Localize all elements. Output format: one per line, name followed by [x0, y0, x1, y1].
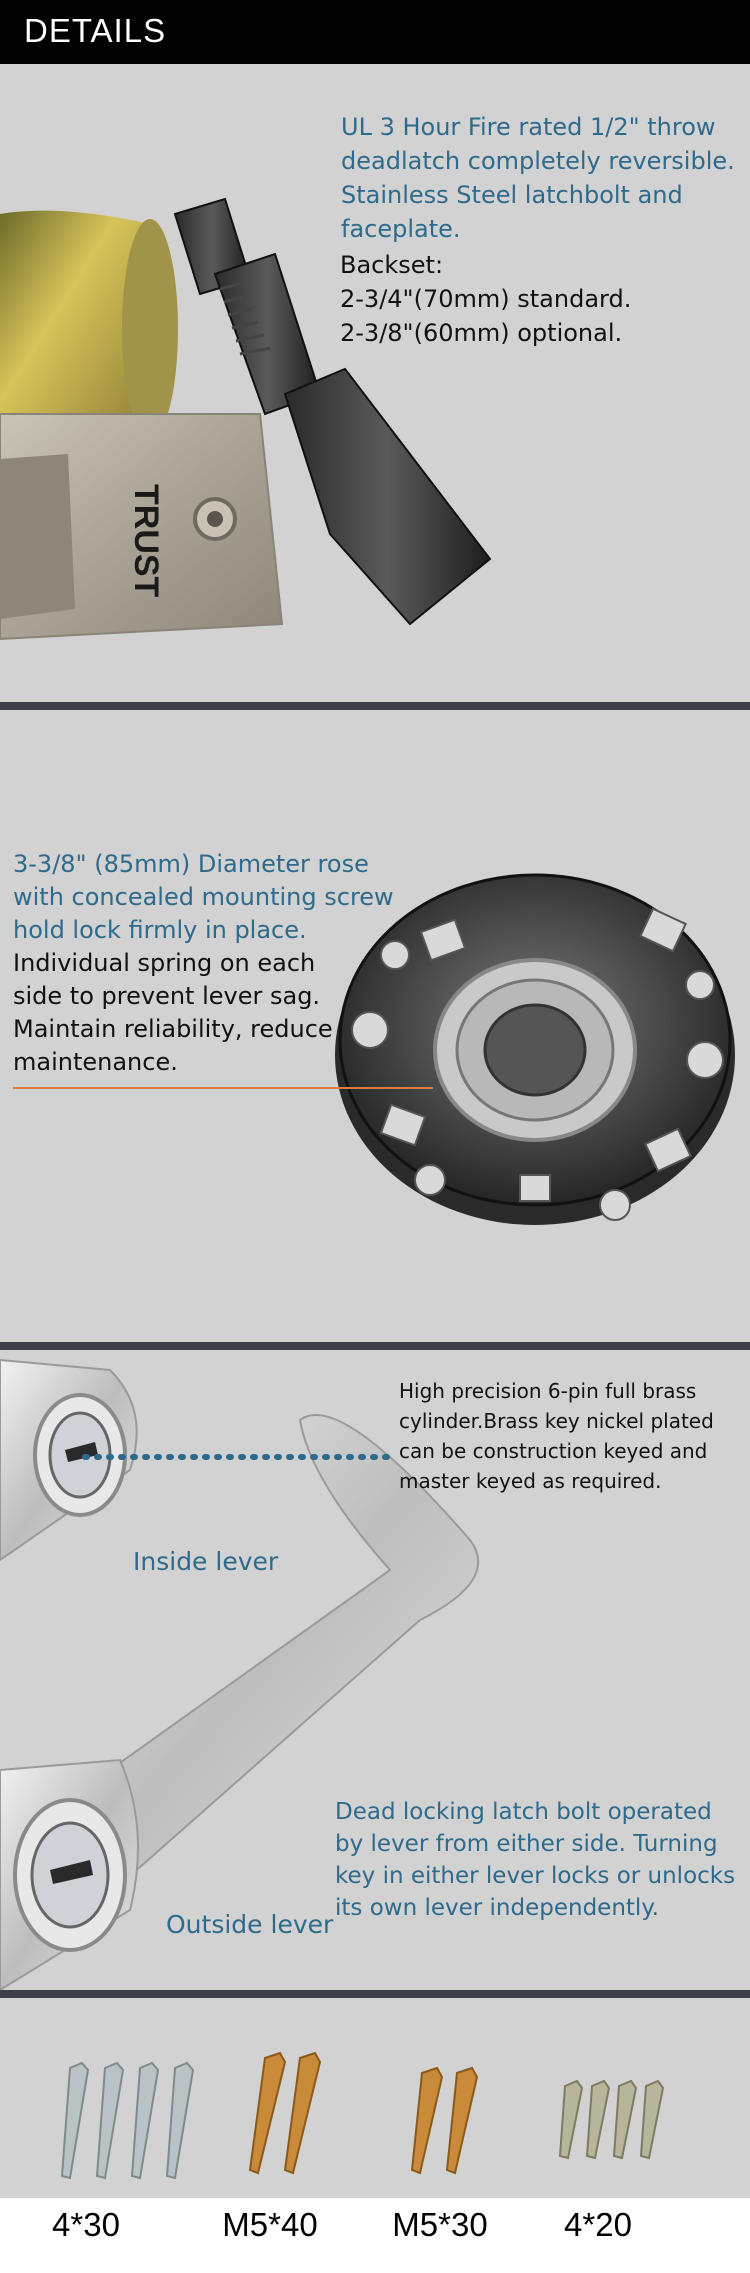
screw-icon — [412, 2068, 477, 2173]
latch-panel — [0, 64, 750, 702]
section-divider — [0, 1342, 750, 1350]
screw-icon — [250, 2053, 320, 2173]
screw-label: 4*30 — [52, 2206, 120, 2243]
screw-label: 4*20 — [564, 2206, 632, 2243]
cylinder-feature-text: High precision 6-pin full brass cylinder.Brass key nickel plated can be construction keyed and master keyed as required. — [399, 1379, 714, 1493]
section-divider — [0, 702, 750, 710]
screw-icon — [560, 2081, 663, 2158]
inside-lever-label: Inside lever — [133, 1547, 279, 1576]
details-header — [0, 0, 750, 64]
deadlock-feature-text: Dead locking latch bolt operated by lever from either side. Turning key in either lever locks or unlocks its own lever independently. — [335, 1799, 736, 1921]
screw-labels-row — [0, 2198, 750, 2273]
callout-line — [13, 1087, 433, 1089]
lever-panel — [0, 1350, 750, 1990]
outside-lever-label: Outside lever — [166, 1910, 334, 1939]
latch-feature-text: UL 3 Hour Fire rated 1/2" throw deadlatch completely reversible. Stainless Steel latchbolt and faceplate. — [341, 113, 735, 243]
screw-label: M5*40 — [222, 2206, 318, 2243]
spring-feature-text: Individual spring on each side to prevent lever sag. Maintain reliability, reduce maintenance. — [13, 949, 333, 1076]
backset-text — [340, 248, 740, 350]
rose-feature-text: 3-3/8" (85mm) Diameter rose with concealed mounting screw hold lock firmly in place. — [13, 850, 394, 944]
backset-line: 2-3/8"(60mm) optional. — [340, 319, 623, 347]
screw-label: M5*30 — [392, 2206, 488, 2243]
screw-icon — [62, 2063, 193, 2178]
backset-line: Backset: — [340, 251, 444, 279]
screws-illustration — [0, 1998, 750, 2198]
header-title: DETAILS — [24, 12, 167, 49]
brand-text: TRUST — [127, 484, 165, 598]
screws-panel — [0, 1998, 750, 2198]
backset-line: 2-3/4"(70mm) standard. — [340, 285, 632, 313]
section-divider — [0, 1990, 750, 1998]
rose-panel — [0, 710, 750, 1342]
